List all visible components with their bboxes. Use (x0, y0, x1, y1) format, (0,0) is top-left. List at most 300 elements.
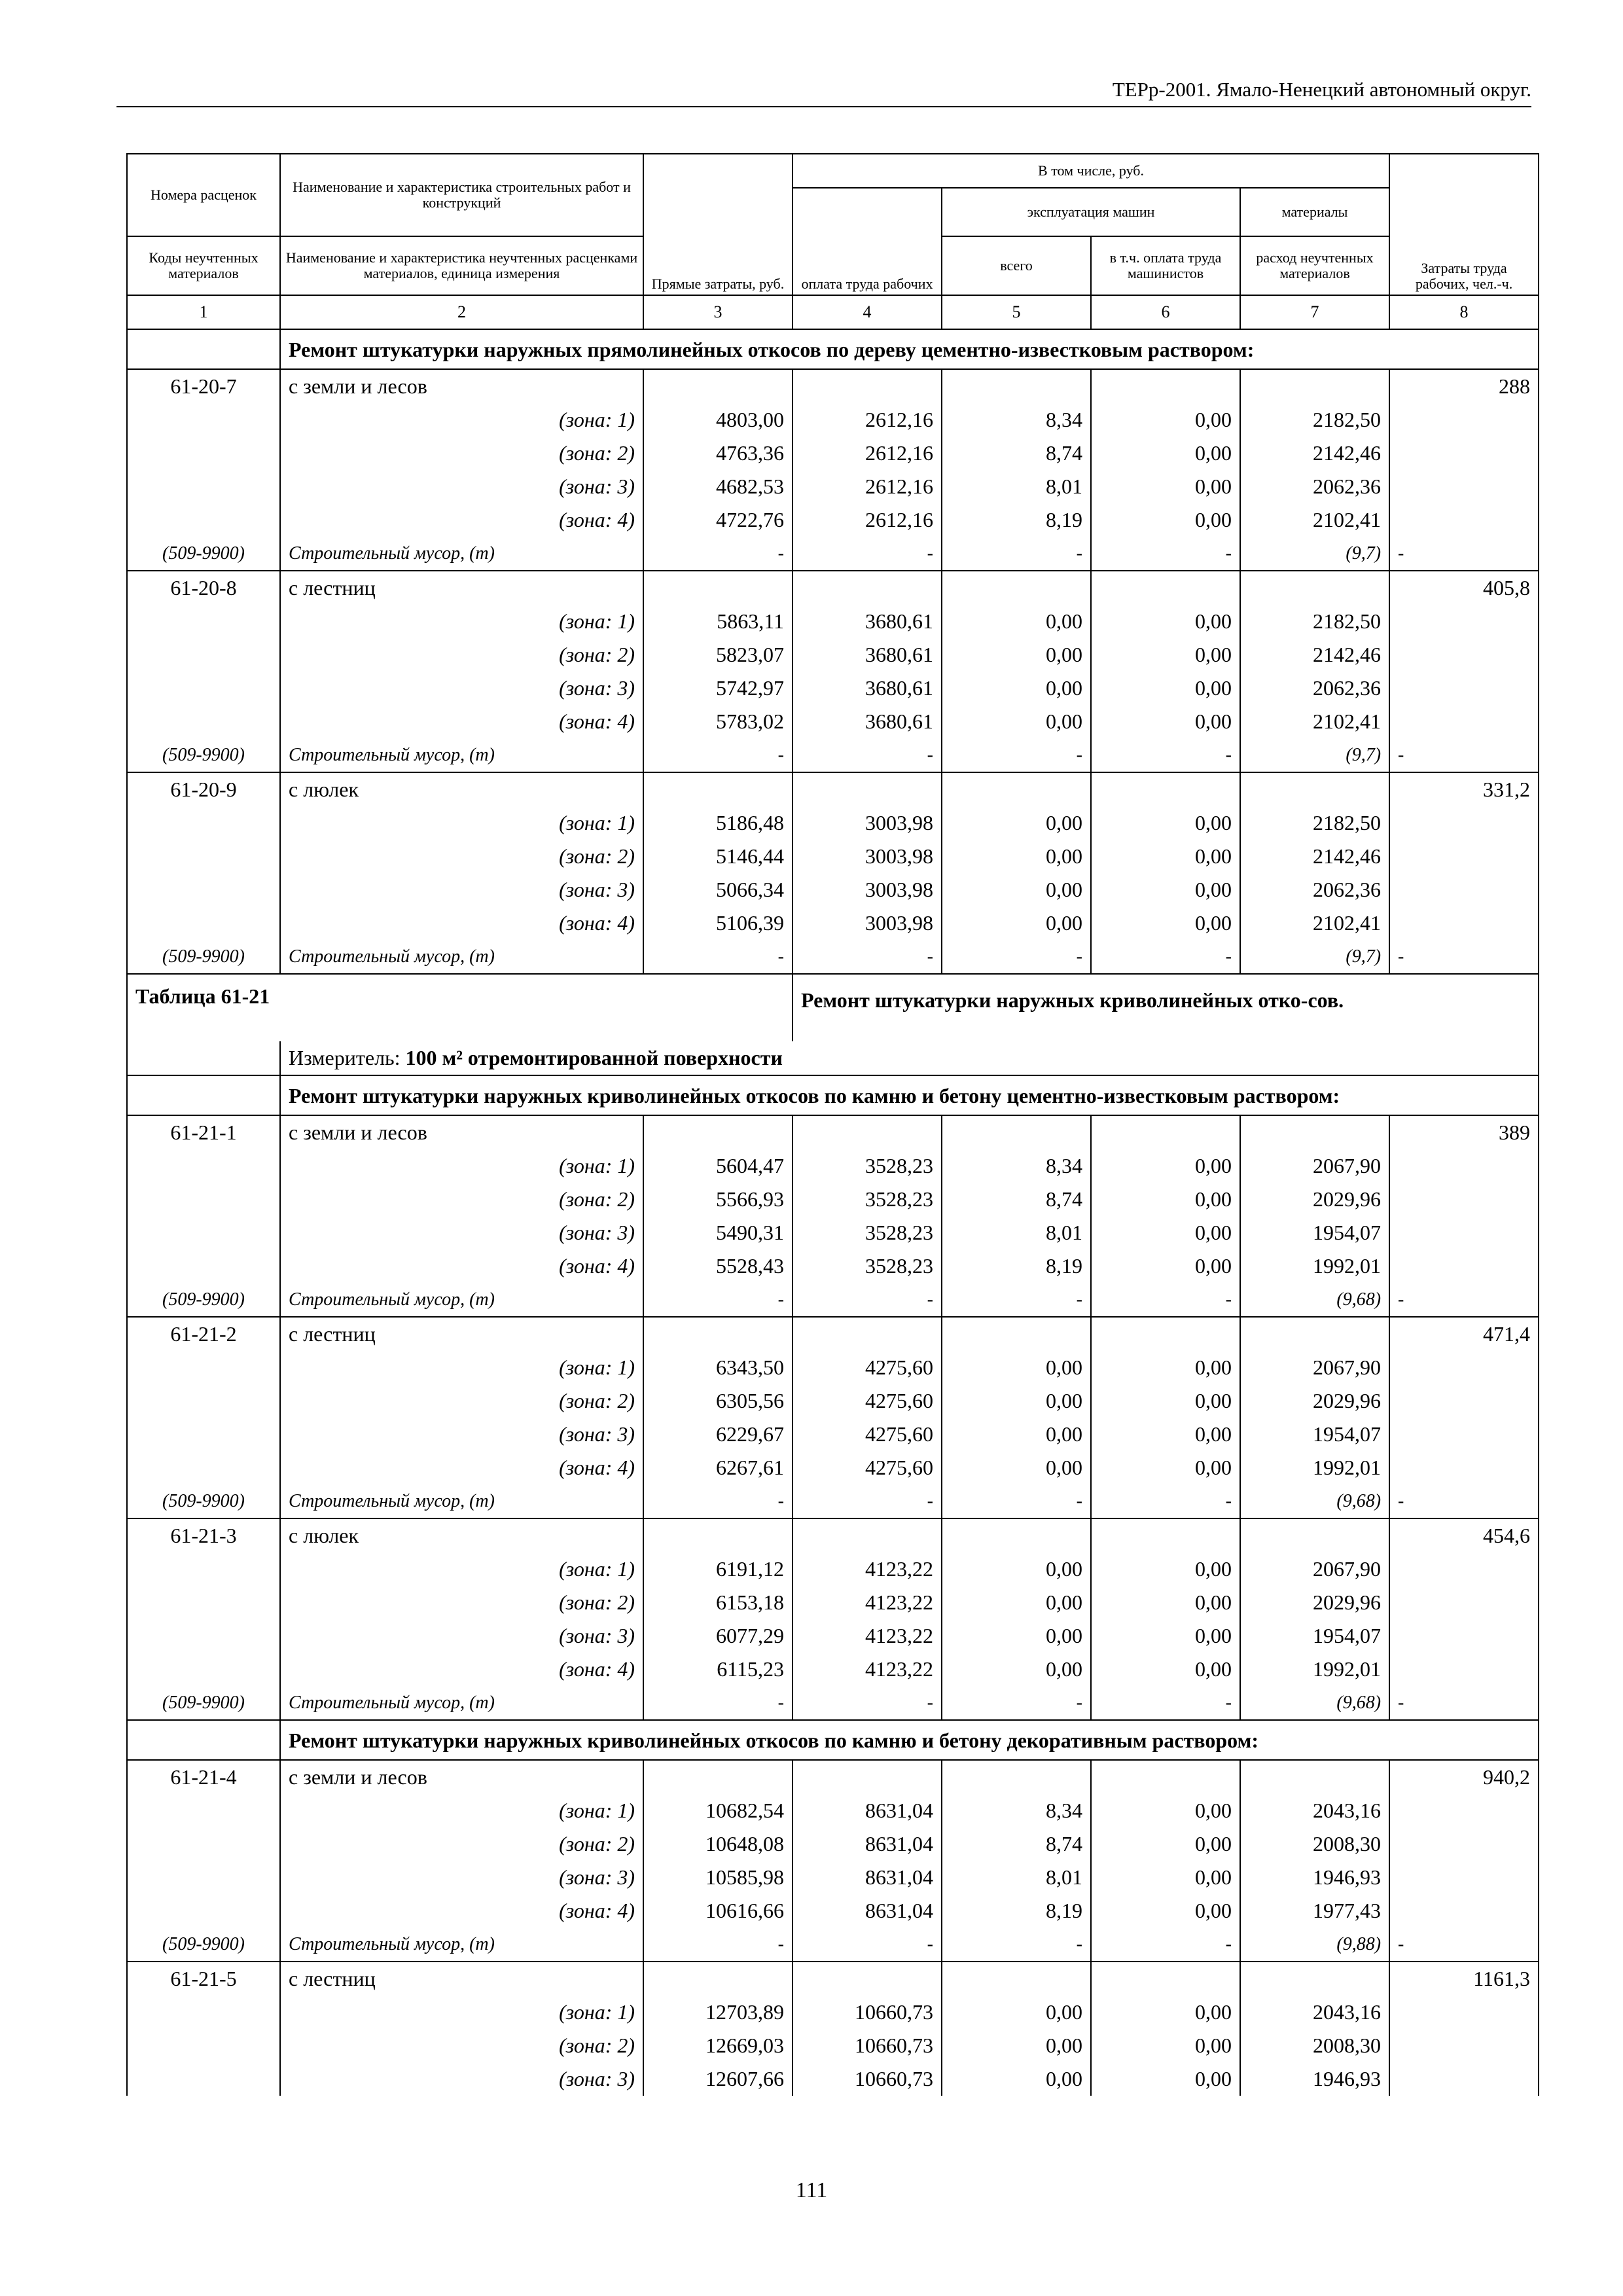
value-cell: 8,34 (942, 1794, 1091, 1827)
column-number: 7 (1240, 295, 1389, 329)
empty-cell (942, 1317, 1091, 1351)
value-cell: 2062,36 (1240, 873, 1389, 906)
zone-label: (зона: 2) (280, 2029, 643, 2062)
empty-cell (793, 369, 942, 403)
empty-cell (1389, 503, 1539, 537)
value-cell: 0,00 (942, 806, 1091, 840)
empty-cell (1389, 1619, 1539, 1653)
dash-cell: - (942, 537, 1091, 571)
zone-row (127, 1552, 1539, 1586)
value-cell: 10660,73 (793, 2062, 942, 2096)
empty-cell (1389, 672, 1539, 705)
zone-row (127, 403, 1539, 437)
empty-cell (127, 906, 280, 940)
zone-label: (зона: 4) (280, 1451, 643, 1484)
zone-row (127, 840, 1539, 873)
value-cell: 6191,12 (643, 1552, 793, 1586)
value-cell: 2067,90 (1240, 1149, 1389, 1183)
rate-row (127, 1518, 1539, 1552)
empty-cell (1240, 1518, 1389, 1552)
material-name: Строительный мусор, (т) (280, 1686, 643, 1720)
value-cell: 10616,66 (643, 1894, 793, 1928)
value-cell: 0,00 (942, 605, 1091, 638)
empty-cell (127, 873, 280, 906)
dash-cell: - (1389, 1283, 1539, 1317)
value-cell: 0,00 (1091, 840, 1240, 873)
dash-cell: - (793, 940, 942, 974)
dash-cell: - (1389, 1928, 1539, 1962)
empty-cell (1091, 1760, 1240, 1794)
value-cell: 5863,11 (643, 605, 793, 638)
empty-cell (127, 437, 280, 470)
table-meter-row (127, 1041, 1539, 1075)
value-cell: 8631,04 (793, 1894, 942, 1928)
value-cell: 0,00 (1091, 437, 1240, 470)
empty-cell (1091, 1115, 1240, 1149)
rate-code: 61-20-7 (127, 369, 280, 403)
empty-cell (942, 571, 1091, 605)
empty-cell (1091, 1518, 1240, 1552)
section-heading-row (127, 329, 1539, 369)
value-cell: 4275,60 (793, 1384, 942, 1418)
column-number: 5 (942, 295, 1091, 329)
value-cell: 5066,34 (643, 873, 793, 906)
dash-cell: - (1091, 1283, 1240, 1317)
zone-row (127, 638, 1539, 672)
value-cell: 0,00 (1091, 1794, 1240, 1827)
rate-code: 61-21-3 (127, 1518, 280, 1552)
zone-label: (зона: 3) (280, 1216, 643, 1249)
labor-cost: 1161,3 (1389, 1962, 1539, 1996)
material-code: (509-9900) (127, 1686, 280, 1720)
empty-cell (942, 1760, 1091, 1794)
value-cell: 6153,18 (643, 1586, 793, 1619)
dash-cell: - (1091, 940, 1240, 974)
zone-label: (зона: 1) (280, 1996, 643, 2029)
empty-cell (127, 1894, 280, 1928)
value-cell: 2062,36 (1240, 672, 1389, 705)
zone-label: (зона: 1) (280, 1794, 643, 1827)
value-cell: 2102,41 (1240, 503, 1389, 537)
empty-cell (942, 1115, 1091, 1149)
value-cell: 2182,50 (1240, 403, 1389, 437)
value-cell: 8,19 (942, 1249, 1091, 1283)
value-cell: 0,00 (942, 1619, 1091, 1653)
value-cell: 5490,31 (643, 1216, 793, 1249)
empty-cell (1389, 906, 1539, 940)
empty-cell (1240, 1317, 1389, 1351)
empty-cell (1389, 1149, 1539, 1183)
empty-cell (127, 840, 280, 873)
value-cell: 2612,16 (793, 503, 942, 537)
empty-cell (1389, 705, 1539, 738)
empty-cell (127, 1861, 280, 1894)
empty-cell (1389, 2062, 1539, 2096)
empty-cell (1091, 772, 1240, 806)
zone-row (127, 705, 1539, 738)
zone-label: (зона: 3) (280, 1861, 643, 1894)
zone-row (127, 605, 1539, 638)
value-cell: 0,00 (1091, 1894, 1240, 1928)
empty-cell (127, 1653, 280, 1686)
zone-row (127, 1894, 1539, 1928)
value-cell: 5566,93 (643, 1183, 793, 1216)
zone-label: (зона: 3) (280, 2062, 643, 2096)
value-cell: 10660,73 (793, 1996, 942, 2029)
empty-cell (127, 1041, 280, 1075)
value-cell: 0,00 (1091, 906, 1240, 940)
empty-cell (127, 1586, 280, 1619)
value-cell: 0,00 (1091, 873, 1240, 906)
material-name: Строительный мусор, (т) (280, 940, 643, 974)
empty-cell (127, 1149, 280, 1183)
value-cell: 12669,03 (643, 2029, 793, 2062)
value-cell: 5528,43 (643, 1249, 793, 1283)
empty-cell (1389, 840, 1539, 873)
material-name: Строительный мусор, (т) (280, 1283, 643, 1317)
dash-cell: - (793, 1928, 942, 1962)
header-material-names: Наименование и характеристика неучтенных расценками материалов, единица измерения (280, 236, 643, 295)
dash-cell: - (942, 738, 1091, 772)
value-cell: 12607,66 (643, 2062, 793, 2096)
material-row (127, 1928, 1539, 1962)
empty-cell (127, 2029, 280, 2062)
value-cell: 5186,48 (643, 806, 793, 840)
value-cell: 5823,07 (643, 638, 793, 672)
rate-name: с люлек (280, 1518, 643, 1552)
meter-value: 100 м² отремонтированной поверхности (405, 1046, 783, 1069)
dash-cell: - (1389, 1484, 1539, 1518)
zone-label: (зона: 1) (280, 1552, 643, 1586)
value-cell: 3680,61 (793, 638, 942, 672)
rate-name: с земли и лесов (280, 1760, 643, 1794)
value-cell: 4763,36 (643, 437, 793, 470)
empty-cell (127, 403, 280, 437)
empty-cell (1240, 772, 1389, 806)
value-cell: 6305,56 (643, 1384, 793, 1418)
dash-cell: - (643, 1484, 793, 1518)
table-meter (280, 1041, 1539, 1075)
labor-cost: 288 (1389, 369, 1539, 403)
empty-cell (1240, 1962, 1389, 1996)
value-cell: 2102,41 (1240, 906, 1389, 940)
labor-cost: 389 (1389, 1115, 1539, 1149)
rate-code: 61-21-2 (127, 1317, 280, 1351)
table-title-row (127, 974, 1539, 1041)
zone-row (127, 1861, 1539, 1894)
header-machinist-wages: в т.ч. оплата труда машинистов (1091, 236, 1240, 295)
value-cell: 3528,23 (793, 1249, 942, 1283)
value-cell: 8,01 (942, 1861, 1091, 1894)
value-cell: 4682,53 (643, 470, 793, 503)
value-cell: 1977,43 (1240, 1894, 1389, 1928)
value-cell: 0,00 (942, 2029, 1091, 2062)
header-machines: эксплуатация машин (942, 188, 1240, 236)
value-cell: 2182,50 (1240, 605, 1389, 638)
empty-cell (1389, 605, 1539, 638)
dash-cell: - (1091, 738, 1240, 772)
dash-cell: - (942, 1928, 1091, 1962)
value-cell: 0,00 (942, 906, 1091, 940)
dash-cell: - (1091, 1928, 1240, 1962)
value-cell: 2067,90 (1240, 1552, 1389, 1586)
empty-cell (127, 1552, 280, 1586)
rate-code: 61-21-4 (127, 1760, 280, 1794)
zone-label: (зона: 3) (280, 873, 643, 906)
value-cell: 2142,46 (1240, 638, 1389, 672)
value-cell: 5146,44 (643, 840, 793, 873)
zone-row (127, 1827, 1539, 1861)
value-cell: 3003,98 (793, 873, 942, 906)
value-cell: 8,19 (942, 1894, 1091, 1928)
value-cell: 6077,29 (643, 1619, 793, 1653)
value-cell: 2612,16 (793, 403, 942, 437)
material-name: Строительный мусор, (т) (280, 1928, 643, 1962)
header-labor: Затраты труда рабочих, чел.-ч. (1389, 154, 1539, 295)
empty-cell (793, 1962, 942, 1996)
column-number: 4 (793, 295, 942, 329)
value-cell: 2029,96 (1240, 1183, 1389, 1216)
section-heading-row (127, 1720, 1539, 1760)
value-cell: 0,00 (1091, 1827, 1240, 1861)
zone-label: (зона: 2) (280, 840, 643, 873)
value-cell: 2102,41 (1240, 705, 1389, 738)
material-row (127, 537, 1539, 571)
value-cell: 8,74 (942, 1183, 1091, 1216)
dash-cell: - (1091, 1484, 1240, 1518)
zone-label: (зона: 1) (280, 1351, 643, 1384)
empty-cell (942, 1962, 1091, 1996)
header-materials: материалы (1240, 188, 1389, 236)
value-cell: 6229,67 (643, 1418, 793, 1451)
zone-label: (зона: 4) (280, 1653, 643, 1686)
empty-cell (793, 1317, 942, 1351)
rate-row (127, 369, 1539, 403)
zone-label: (зона: 2) (280, 1183, 643, 1216)
empty-cell (127, 705, 280, 738)
material-quantity: (9,68) (1240, 1283, 1389, 1317)
zone-label: (зона: 1) (280, 1149, 643, 1183)
dash-cell: - (643, 738, 793, 772)
value-cell: 12703,89 (643, 1996, 793, 2029)
empty-cell (793, 1760, 942, 1794)
zone-label: (зона: 2) (280, 638, 643, 672)
rate-row (127, 1317, 1539, 1351)
material-row (127, 1484, 1539, 1518)
header-including: В том числе, руб. (793, 154, 1389, 188)
value-cell: 3528,23 (793, 1149, 942, 1183)
zone-label: (зона: 1) (280, 806, 643, 840)
material-name: Строительный мусор, (т) (280, 738, 643, 772)
empty-cell (1389, 1894, 1539, 1928)
zone-label: (зона: 3) (280, 672, 643, 705)
rate-name: с люлек (280, 772, 643, 806)
zone-row (127, 873, 1539, 906)
zone-row (127, 1586, 1539, 1619)
zone-label: (зона: 2) (280, 1384, 643, 1418)
dash-cell: - (643, 537, 793, 571)
zone-row (127, 437, 1539, 470)
value-cell: 4803,00 (643, 403, 793, 437)
zone-row (127, 1451, 1539, 1484)
empty-cell (1389, 1418, 1539, 1451)
rate-row (127, 772, 1539, 806)
value-cell: 0,00 (942, 1351, 1091, 1384)
dash-cell: - (793, 537, 942, 571)
header-material-codes: Коды неучтенных материалов (127, 236, 280, 295)
header-machines-total: всего (942, 236, 1091, 295)
rate-code: 61-20-8 (127, 571, 280, 605)
zone-label: (зона: 3) (280, 1418, 643, 1451)
rate-name: с лестниц (280, 1962, 643, 1996)
section-heading: Ремонт штукатурки наружных криволинейных откосов по камню и бетону декоративным раствором: (280, 1720, 1539, 1760)
value-cell: 3680,61 (793, 672, 942, 705)
value-cell: 0,00 (1091, 1861, 1240, 1894)
zone-label: (зона: 1) (280, 403, 643, 437)
empty-cell (127, 605, 280, 638)
value-cell: 2043,16 (1240, 1996, 1389, 2029)
column-number: 8 (1389, 295, 1539, 329)
table-number: Таблица 61-21 (127, 974, 793, 1041)
value-cell: 1992,01 (1240, 1451, 1389, 1484)
dash-cell: - (942, 940, 1091, 974)
material-code: (509-9900) (127, 1283, 280, 1317)
value-cell: 0,00 (1091, 1653, 1240, 1686)
dash-cell: - (1091, 537, 1240, 571)
dash-cell: - (643, 940, 793, 974)
value-cell: 0,00 (1091, 2062, 1240, 2096)
value-cell: 8,01 (942, 1216, 1091, 1249)
empty-cell (1389, 1552, 1539, 1586)
value-cell: 2612,16 (793, 437, 942, 470)
empty-cell (643, 369, 793, 403)
dash-cell: - (793, 1686, 942, 1720)
zone-row (127, 1418, 1539, 1451)
value-cell: 4123,22 (793, 1586, 942, 1619)
value-cell: 0,00 (942, 638, 1091, 672)
empty-cell (127, 2062, 280, 2096)
empty-cell (1091, 1962, 1240, 1996)
dash-cell: - (643, 1928, 793, 1962)
zone-row (127, 1384, 1539, 1418)
rates-table (126, 153, 1539, 2096)
zone-label: (зона: 3) (280, 470, 643, 503)
dash-cell: - (643, 1283, 793, 1317)
value-cell: 0,00 (1091, 806, 1240, 840)
material-row (127, 1283, 1539, 1317)
value-cell: 10585,98 (643, 1861, 793, 1894)
value-cell: 1954,07 (1240, 1418, 1389, 1451)
material-code: (509-9900) (127, 1484, 280, 1518)
column-number: 2 (280, 295, 643, 329)
value-cell: 5106,39 (643, 906, 793, 940)
value-cell: 1946,93 (1240, 2062, 1389, 2096)
value-cell: 2612,16 (793, 470, 942, 503)
value-cell: 8631,04 (793, 1861, 942, 1894)
value-cell: 0,00 (942, 1996, 1091, 2029)
empty-cell (127, 1720, 280, 1760)
empty-cell (1389, 1996, 1539, 2029)
labor-cost: 405,8 (1389, 571, 1539, 605)
empty-cell (1389, 1384, 1539, 1418)
meter-label: Измеритель: (289, 1046, 401, 1069)
zone-row (127, 1351, 1539, 1384)
value-cell: 2182,50 (1240, 806, 1389, 840)
labor-cost: 454,6 (1389, 1518, 1539, 1552)
zone-label: (зона: 3) (280, 1619, 643, 1653)
value-cell: 0,00 (942, 1418, 1091, 1451)
empty-cell (643, 1317, 793, 1351)
empty-cell (1389, 403, 1539, 437)
empty-cell (127, 1216, 280, 1249)
rate-row (127, 1962, 1539, 1996)
empty-cell (127, 1827, 280, 1861)
zone-row (127, 1619, 1539, 1653)
empty-cell (1389, 873, 1539, 906)
dash-cell: - (1389, 537, 1539, 571)
section-heading-row (127, 1075, 1539, 1115)
section-heading: Ремонт штукатурки наружных криволинейных откосов по камню и бетону цементно-известковым раствором: (280, 1075, 1539, 1115)
value-cell: 3003,98 (793, 840, 942, 873)
empty-cell (1389, 2029, 1539, 2062)
labor-cost: 331,2 (1389, 772, 1539, 806)
empty-cell (127, 1418, 280, 1451)
value-cell: 8,34 (942, 1149, 1091, 1183)
value-cell: 4722,76 (643, 503, 793, 537)
column-number: 1 (127, 295, 280, 329)
empty-cell (127, 1996, 280, 2029)
rate-name: с лестниц (280, 1317, 643, 1351)
zone-label: (зона: 4) (280, 906, 643, 940)
zone-row (127, 806, 1539, 840)
empty-cell (1389, 1827, 1539, 1861)
material-name: Строительный мусор, (т) (280, 1484, 643, 1518)
dash-cell: - (1091, 1686, 1240, 1720)
header-unaccounted-materials: расход неучтенных материалов (1240, 236, 1389, 295)
rate-code: 61-21-1 (127, 1115, 280, 1149)
dash-cell: - (793, 738, 942, 772)
table-title: Ремонт штукатурки наружных криволинейных отко-сов. (793, 974, 1539, 1041)
value-cell: 0,00 (1091, 1149, 1240, 1183)
empty-cell (1240, 1760, 1389, 1794)
empty-cell (1240, 571, 1389, 605)
dash-cell: - (793, 1283, 942, 1317)
value-cell: 2043,16 (1240, 1794, 1389, 1827)
value-cell: 8,01 (942, 470, 1091, 503)
zone-label: (зона: 4) (280, 1249, 643, 1283)
zone-label: (зона: 1) (280, 605, 643, 638)
running-head: ТЕРр-2001. Ямало-Ненецкий автономный округ. (116, 73, 1531, 107)
value-cell: 10682,54 (643, 1794, 793, 1827)
empty-cell (1389, 1451, 1539, 1484)
header-direct-costs: Прямые затраты, руб. (643, 154, 793, 295)
value-cell: 1954,07 (1240, 1619, 1389, 1653)
value-cell: 4275,60 (793, 1451, 942, 1484)
empty-cell (1389, 1216, 1539, 1249)
value-cell: 6267,61 (643, 1451, 793, 1484)
value-cell: 0,00 (942, 2062, 1091, 2096)
empty-cell (127, 1075, 280, 1115)
zone-row (127, 2062, 1539, 2096)
material-quantity: (9,68) (1240, 1686, 1389, 1720)
empty-cell (1091, 571, 1240, 605)
column-number: 3 (643, 295, 793, 329)
zone-row (127, 470, 1539, 503)
empty-cell (127, 672, 280, 705)
value-cell: 3680,61 (793, 705, 942, 738)
empty-cell (1389, 1249, 1539, 1283)
rate-code: 61-21-5 (127, 1962, 280, 1996)
